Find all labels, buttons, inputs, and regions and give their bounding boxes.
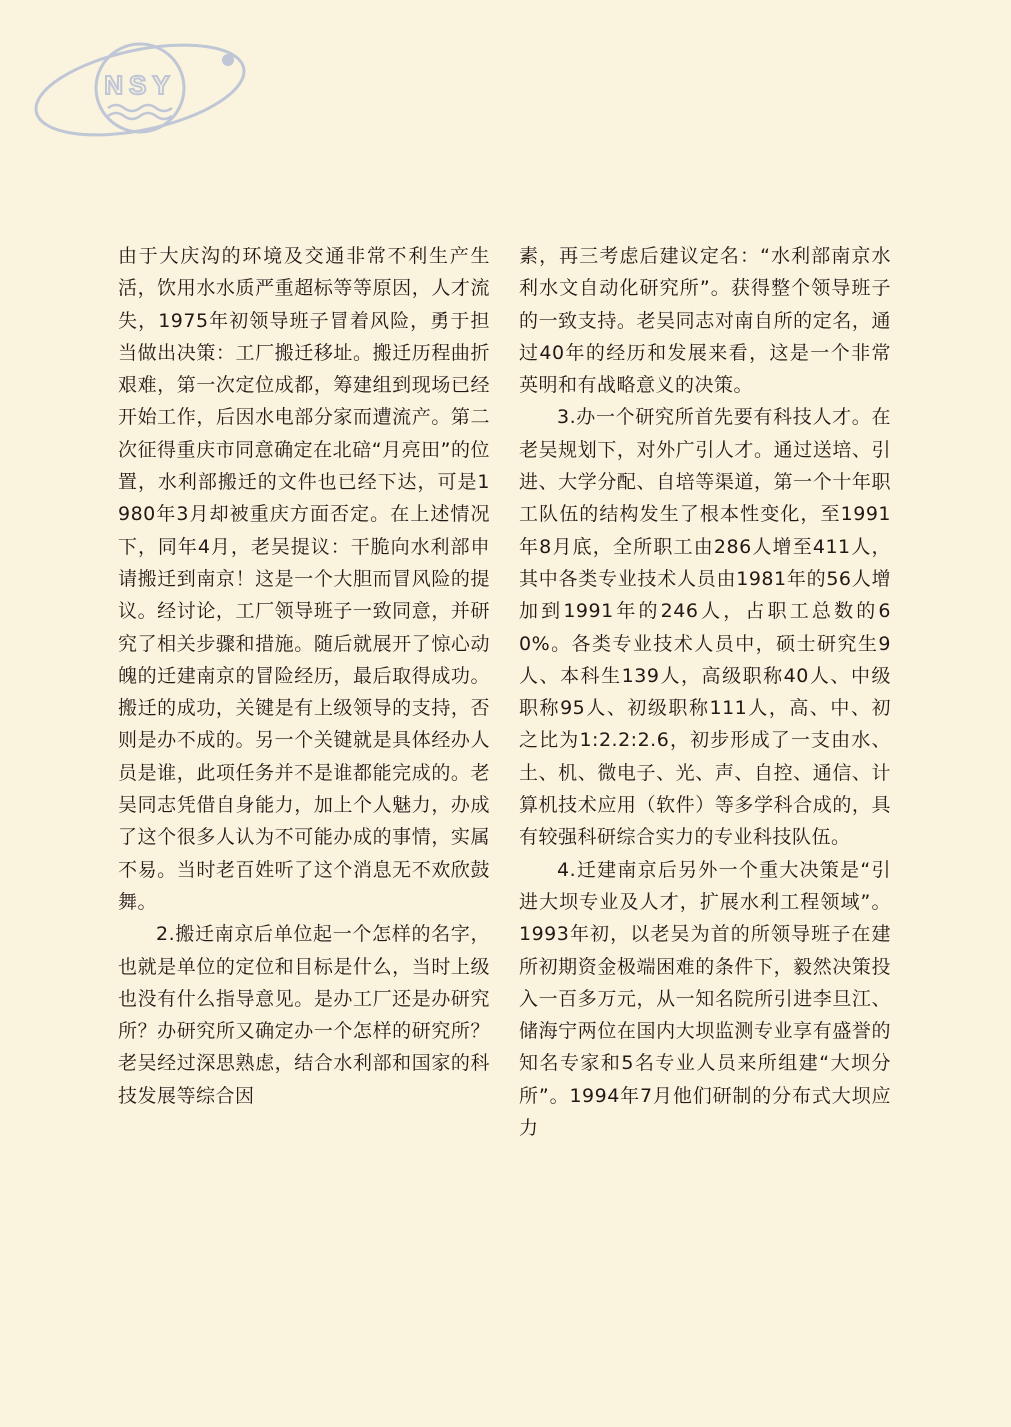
paragraph: 素，再三考虑后建议定名：“水利部南京水利水文自动化研究所”。获得整个领导班子的一致支持。老吴同志对南自所的定名，通过40年的经历和发展来看，这是一个非常英明和有战略意义的决策。: [519, 245, 891, 397]
logo-text: NSY: [104, 70, 176, 100]
right-column: [519, 240, 891, 1144]
left-column: [118, 240, 490, 1112]
nsy-logo: [28, 28, 268, 143]
paragraph: 2.搬迁南京后单位起一个怎样的名字，也就是单位的定位和目标是什么，当时上级也没有什么指导意见。是办工厂还是办研究所？办研究所又确定办一个怎样的研究所？老吴经过深思熟虑，结合水利部和国家的科技发展等综合因: [118, 923, 490, 1107]
paragraph: 4.迁建南京后另外一个重大决策是“引进大坝专业及人才，扩展水利工程领域”。1993年初，以老吴为首的所领导班子在建所初期资金极端困难的条件下，毅然决策投入一百多万元，从一知名院所引进李旦江、储海宁两位在国内大坝监测专业享有盛誉的知名专家和5名专业人员来所组建“大坝分所”。1994年7月他们研制的分布式大坝应力: [519, 858, 891, 1140]
paragraph: 3.办一个研究所首先要有科技人才。在老吴规划下，对外广引人才。通过送培、引进、大学分配、自培等渠道，第一个十年职工队伍的结构发生了根本性变化，至1991年8月底，全所职工由286人增至411人，其中各类专业技术人员由1981年的56人增加到1991年的246人，占职工总数的60%。各类专业技术人员中，硕士研究生9人、本科生139人，高级职称40人、中级职称95人、初级职称111人，高、中、初之比为1:2.2:2.6，初步形成了一支由水、土、机、微电子、光、声、自控、通信、计算机技术应用（软件）等多学科合成的，具有较强科研综合实力的专业科技队伍。: [519, 406, 891, 849]
paragraph: 由于大庆沟的环境及交通非常不利生产生活，饮用水水质严重超标等等原因，人才流失，1975年初领导班子冒着风险，勇于担当做出决策：工厂搬迁移址。搬迁历程曲折艰难，第一次定位成都，筹建组到现场已经开始工作，后因水电部分家而遭流产。第二次征得重庆市同意确定在北碚“月亮田”的位置，水利部搬迁的文件也已经下达，可是1980年3月却被重庆方面否定。在上述情况下，同年4月，老吴提议：干脆向水利部申请搬迁到南京！这是一个大胆而冒风险的提议。经讨论，工厂领导班子一致同意，并研究了相关步骤和措施。随后就展开了惊心动魄的迁建南京的冒险经历，最后取得成功。搬迁的成功，关键是有上级领导的支持，否则是办不成的。另一个关键就是具体经办人员是谁，此项任务并不是谁都能完成的。老吴同志凭借自身能力，加上个人魅力，办成了这个很多人认为不可能办成的事情，实属不易。当时老百姓听了这个消息无不欢欣鼓舞。: [118, 245, 490, 913]
